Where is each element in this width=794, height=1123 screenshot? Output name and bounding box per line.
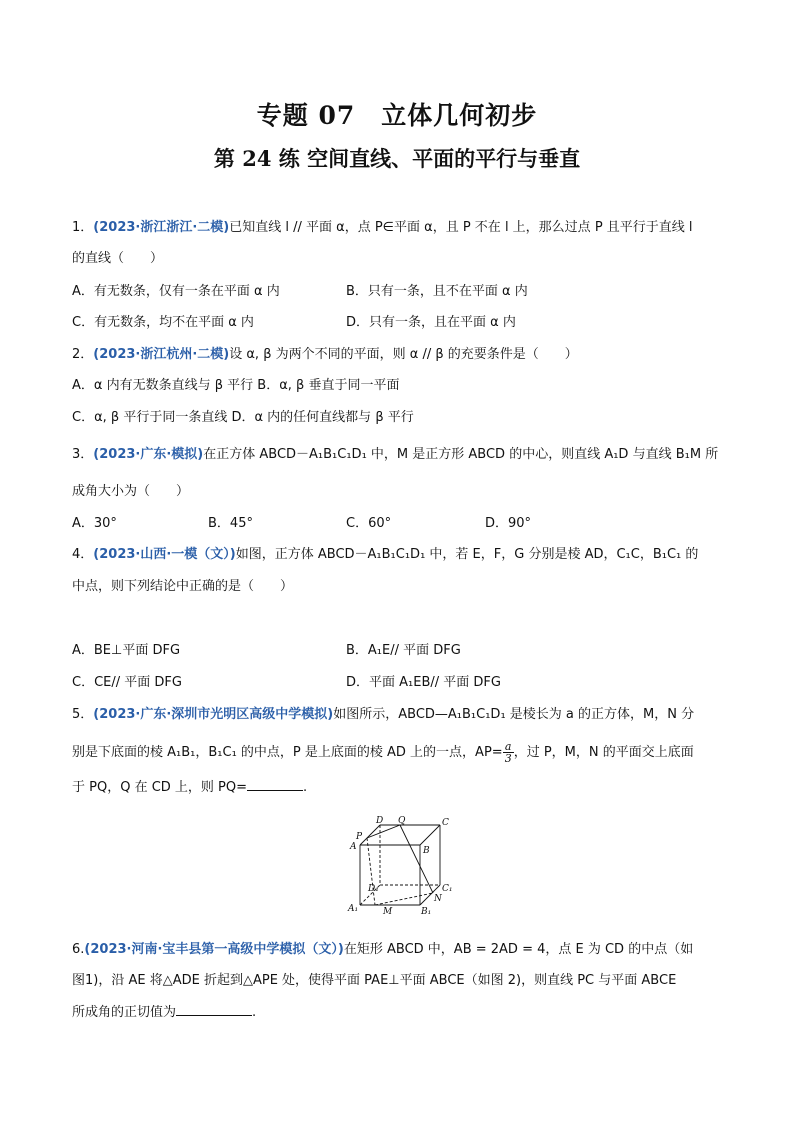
label-m: M [383,907,393,917]
hidden-segment [367,838,375,905]
answer-blank[interactable] [247,778,303,791]
label-n: N [434,894,442,904]
option-ab: A．α 内有无数条直线与 β 平行 B．α, β 垂直于同一平面 [72,378,400,393]
label-b1: B₁ [421,907,432,917]
question-3-line-1 [72,446,718,464]
question-6-line-1 [72,941,693,959]
question-text: ，过 P，M，N 的平面交上底面 [513,745,694,760]
question-number: 4． [72,547,94,562]
fraction-numerator: a [503,741,514,753]
question-source: (2023·浙江浙江·二模) [93,220,230,235]
option-b: B．45° [208,516,253,531]
cube-figure [345,815,455,920]
option-c: C．60° [346,516,392,531]
question-1-line-1 [72,219,693,237]
question-number: 1． [72,220,94,235]
option-b: B．只有一条，且不在平面 α 内 [346,284,528,299]
question-source: (2023·浙江杭州·二模) [93,347,230,362]
label-p: P [356,832,363,842]
question-6-line-2: 图1)，沿 AE 将△ADE 折起到△APE 处，使得平面 PAE⊥平面 ABCE（如图 2)，则直线 PC 与平面 ABCE [72,973,677,988]
segment-pq [367,825,400,838]
question-source: (2023·河南·宝丰县第一高级中学模拟（文）) [84,942,344,957]
label-c1: C₁ [442,884,453,894]
question-5-line-1 [72,706,694,724]
question-text: 设 α, β 为两个不同的平面，则 α // β 的充要条件是（ ） [229,347,578,362]
question-text: 已知直线 l // 平面 α，点 P∈平面 α，且 P 不在 l 上，那么过点 P 且平行于直线 l [229,220,693,235]
answer-blank[interactable] [176,1003,252,1016]
segment-mn [375,893,433,905]
label-c: C [442,818,449,828]
option-a: A．有无数条，仅有一条在平面 α 内 [72,284,280,299]
option-d: D．平面 A₁EB// 平面 DFG [346,675,501,690]
option-c: C．有无数条，均不在平面 α 内 [72,315,254,330]
question-source: (2023·广东·深圳市光明区高级中学模拟) [93,707,334,722]
label-q: Q [398,816,406,826]
period: . [252,1005,257,1020]
option-a: A．30° [72,516,117,531]
question-text: 别是下底面的棱 A₁B₁，B₁C₁ 的中点，P 是上底面的棱 AD 上的一点，AP= [72,745,503,760]
question-text: 于 PQ，Q 在 CD 上，则 PQ= [72,780,248,795]
question-2-line-1 [72,346,578,364]
period: . [303,780,308,795]
question-4-line-1 [72,546,698,564]
label-a: A [350,842,357,852]
edge [420,825,440,845]
question-text: 如图，正方体 ABCD－A₁B₁C₁D₁ 中，若 E，F，G 分别是棱 AD，C₁C，B₁C₁ 的 [235,547,699,562]
segment-qn [400,825,433,893]
question-number: 2． [72,347,94,362]
question-number: 3． [72,447,94,462]
page-title: 专题 07 立体几何初步 [256,101,538,130]
question-6-line-3 [72,1003,256,1022]
question-text: 所成角的正切值为 [72,1005,177,1020]
label-a1: A₁ [348,904,359,914]
question-5-line-2 [72,741,694,764]
question-3-line-2: 成角大小为（ ） [72,484,190,499]
question-number: 6. [72,942,85,957]
label-d: D [376,816,384,826]
option-a: A．BE⊥平面 DFG [72,643,181,658]
label-d1: D₁ [368,884,379,894]
option-d: D．90° [485,516,532,531]
option-c: C．CE// 平面 DFG [72,675,182,690]
question-text: 如图所示，ABCD—A₁B₁C₁D₁ 是棱长为 a 的正方体，M，N 分 [333,707,695,722]
label-b: B [423,846,430,856]
question-source: (2023·山西·一模（文）) [93,547,236,562]
question-1-line-2: 的直线（ ） [72,251,164,266]
fraction [503,741,514,764]
option-b: B．A₁E// 平面 DFG [346,643,461,658]
question-text: 在正方体 ABCD－A₁B₁C₁D₁ 中，M 是正方形 ABCD 的中心，则直线 A₁D 与直线 B₁M 所 [203,447,719,462]
question-text: 在矩形 ABCD 中，AB = 2AD = 4，点 E 为 CD 的中点（如 [343,942,694,957]
edge [360,825,380,845]
page-subtitle: 第 24 练 空间直线、平面的平行与垂直 [213,146,581,171]
option-d: D．只有一条，且在平面 α 内 [346,315,516,330]
question-source: (2023·广东·模拟) [93,447,204,462]
question-number: 5． [72,707,94,722]
question-5-line-3 [72,778,307,797]
question-4-line-2: 中点，则下列结论中正确的是（ ） [72,579,294,594]
option-cd: C．α, β 平行于同一条直线 D．α 内的任何直线都与 β 平行 [72,410,414,425]
fraction-denominator: 3 [504,752,512,765]
